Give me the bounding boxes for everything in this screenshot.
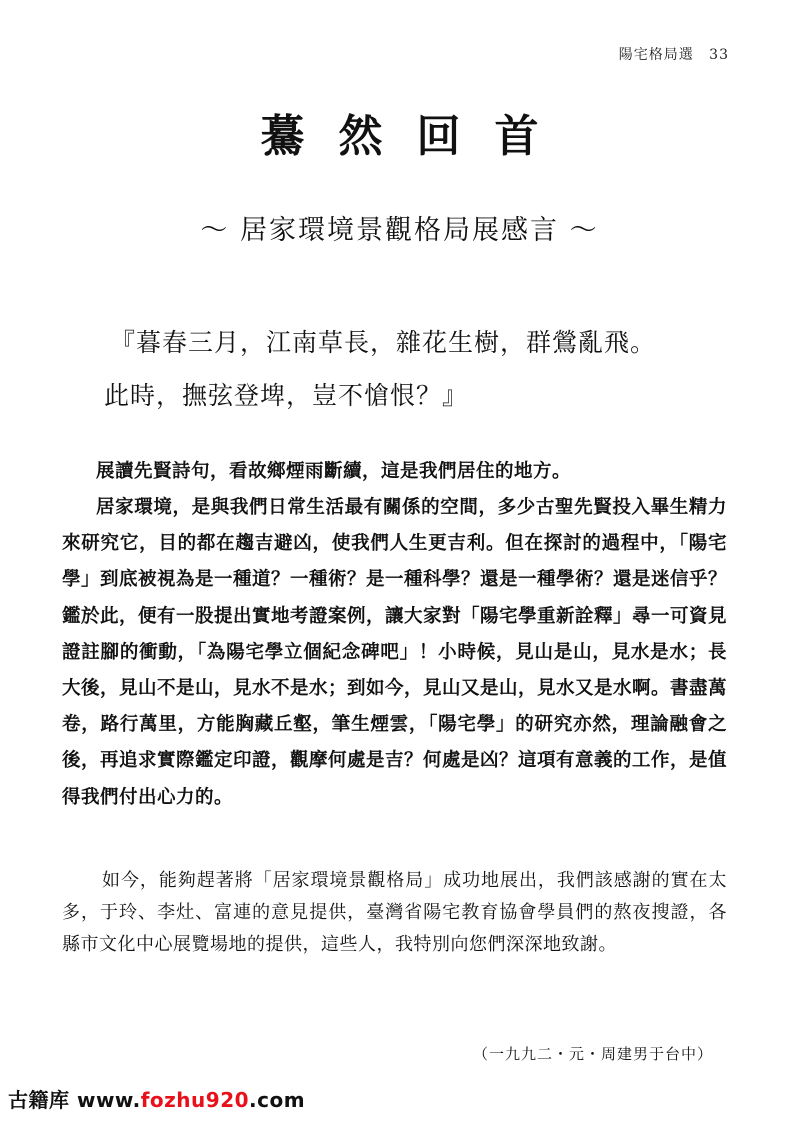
signature: （一九九二・元・周建男于台中） (472, 1045, 713, 1063)
page-number: 33 (709, 47, 729, 63)
quote-line-2: 此時，撫弦登埤，豈不愴恨？』 (104, 381, 469, 410)
paragraph-1: 展讀先賢詩句，看故鄉煙雨斷續，這是我們居住的地方。 (96, 461, 572, 482)
book-title: 陽宅格局選 (618, 47, 694, 63)
paragraph-2: 居家環境，是與我們日常生活最有關係的空間，多少古聖先賢投入畢生精力來研究它，目的都在趨吉避凶，使我們人生更吉利。但在探討的過程中，「陽宅學」到底被視為是一種道？一種術？是一種科學？還是一種學術？還是迷信乎？鑑於此，便有一股提出實地考證案例，讓大家對「陽宅學重新詮釋」尋一可資見證註腳的衝動，「為陽宅學立個紀念碑吧」！小時候，見山是山，見水是水；長大後，見山不是山，見水不是水；到如今，見山又是山，見水又是水啊。書盡萬卷，路行萬里，方能胸藏丘壑，筆生煙雲，「陽宅學」的研究亦然，理論融會之後，再追求實際鑑定印證，觀摩何處是吉？何處是凶？這項有意義的工作，是值得我們付出心力的。 (62, 497, 728, 808)
chapter-title: 驀然回首 (260, 111, 573, 162)
chapter-subtitle: ～ 居家環境景觀格局展感言 ～ (200, 215, 599, 246)
paragraph-3: 如今，能夠趕著將「居家環境景觀格局」成功地展出，我們該感謝的實在太多，于玲、李灶、富連的意見提供，臺灣省陽宅教育協會學員們的熬夜搜證，各縣市文化中心展覽場地的提供，這些人，我特別向您們深深地致謝。 (62, 870, 727, 955)
quote-line-1: 『暮春三月，江南草長，雜花生樹，群鶯亂飛。 (110, 328, 657, 357)
running-header (619, 44, 729, 64)
watermark-suffix: .com (249, 1088, 306, 1112)
watermark-prefix: 古籍库 www. (8, 1088, 141, 1112)
watermark-domain: fozhu920 (140, 1088, 250, 1112)
watermark (8, 1084, 305, 1113)
